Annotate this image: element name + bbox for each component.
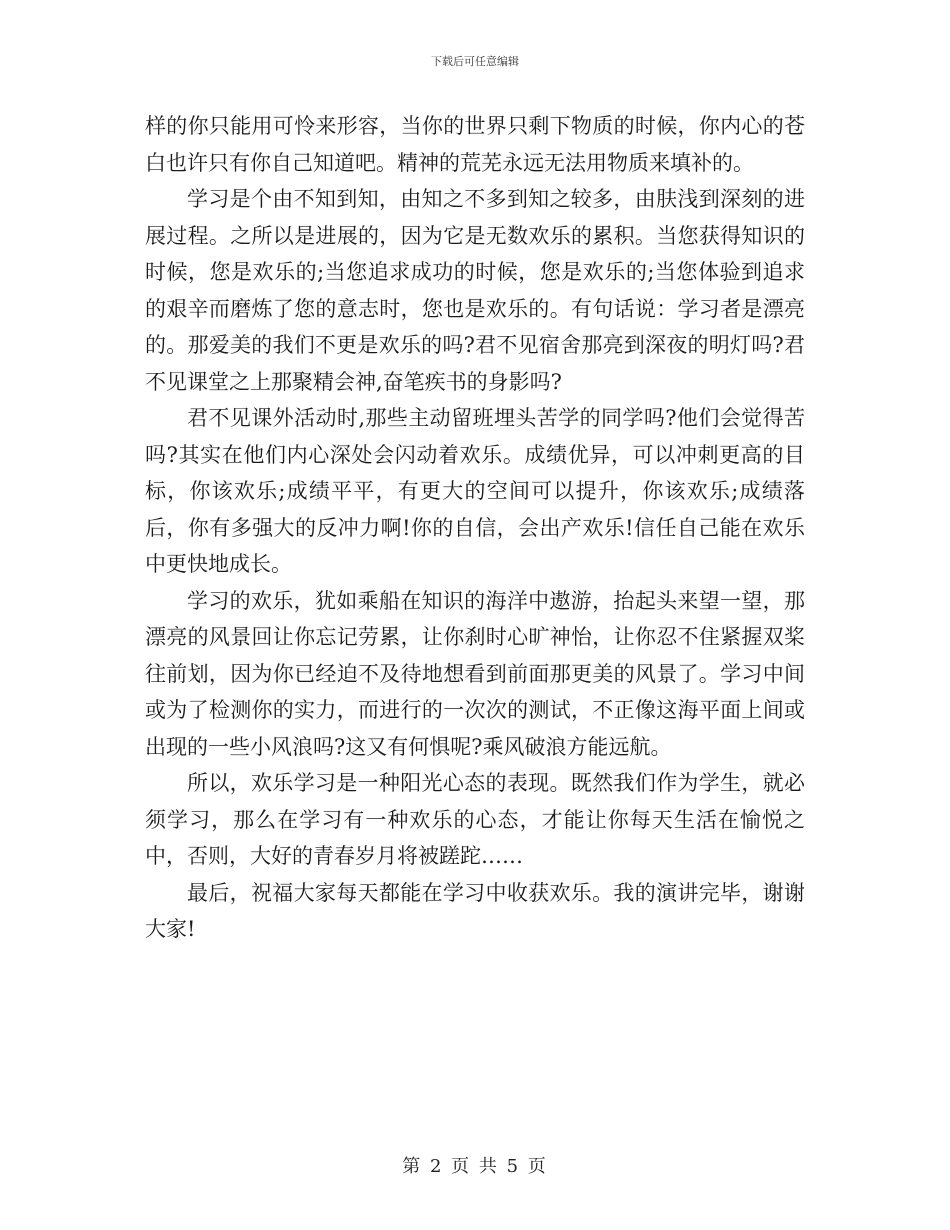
paragraph-2: 学习是个由不知到知，由知之不多到知之较多，由肤浅到深刻的进展过程。之所以是进展的，因为它是无数欢乐的累积。当您获得知识的时候，您是欢乐的;当您追求成功的时候，您是欢乐的;当您体验到追求的艰辛而磨炼了您的意志时，您也是欢乐的。有句话说：学习者是漂亮的。那爱美的我们不更是欢乐的吗?君不见宿舍那亮到深夜的明灯吗?君不见课堂之上那聚精会神,奋笔疾书的身影吗? xyxy=(145,187,805,394)
paragraph-1: 样的你只能用可怜来形容，当你的世界只剩下物质的时候，你内心的苍白也许只有你自己知道吧。精神的荒芜永远无法用物质来填补的。 xyxy=(145,114,805,175)
paragraph-5: 所以，欢乐学习是一种阳光心态的表现。既然我们作为学生，就必须学习，那么在学习有一种欢乐的心态，才能让你每天生活在愉悦之中，否则，大好的青春岁月将被蹉跎…… xyxy=(145,771,805,868)
paragraph-4: 学习的欢乐，犹如乘船在知识的海洋中遨游，抬起头来望一望，那漂亮的风景回让你忘记劳累，让你刹时心旷神怡，让你忍不住紧握双桨往前划，因为你已经迫不及待地想看到前面那更美的风景了。学习中间或为了检测你的实力，而进行的一次次的测试，不正像这海平面上间或出现的一些小风浪吗?这又有何惧呢?乘风破浪方能远航。 xyxy=(145,588,805,759)
paragraph-3: 君不见课外活动时,那些主动留班埋头苦学的同学吗?他们会觉得苦吗?其实在他们内心深处会闪动着欢乐。成绩优异，可以冲刺更高的目标，你该欢乐;成绩平平，有更大的空间可以提升，你该欢乐;成绩落后，你有多强大的反冲力啊!你的自信，会出产欢乐!信任自己能在欢乐中更快地成长。 xyxy=(145,406,805,576)
paragraph-6: 最后，祝福大家每天都能在学习中收获欢乐。我的演讲完毕，谢谢大家! xyxy=(145,880,805,941)
page-header: 下载后可任意编辑 xyxy=(431,55,519,68)
page-footer: 第 2 页 共 5 页 xyxy=(402,1156,548,1177)
document-body xyxy=(145,108,805,948)
